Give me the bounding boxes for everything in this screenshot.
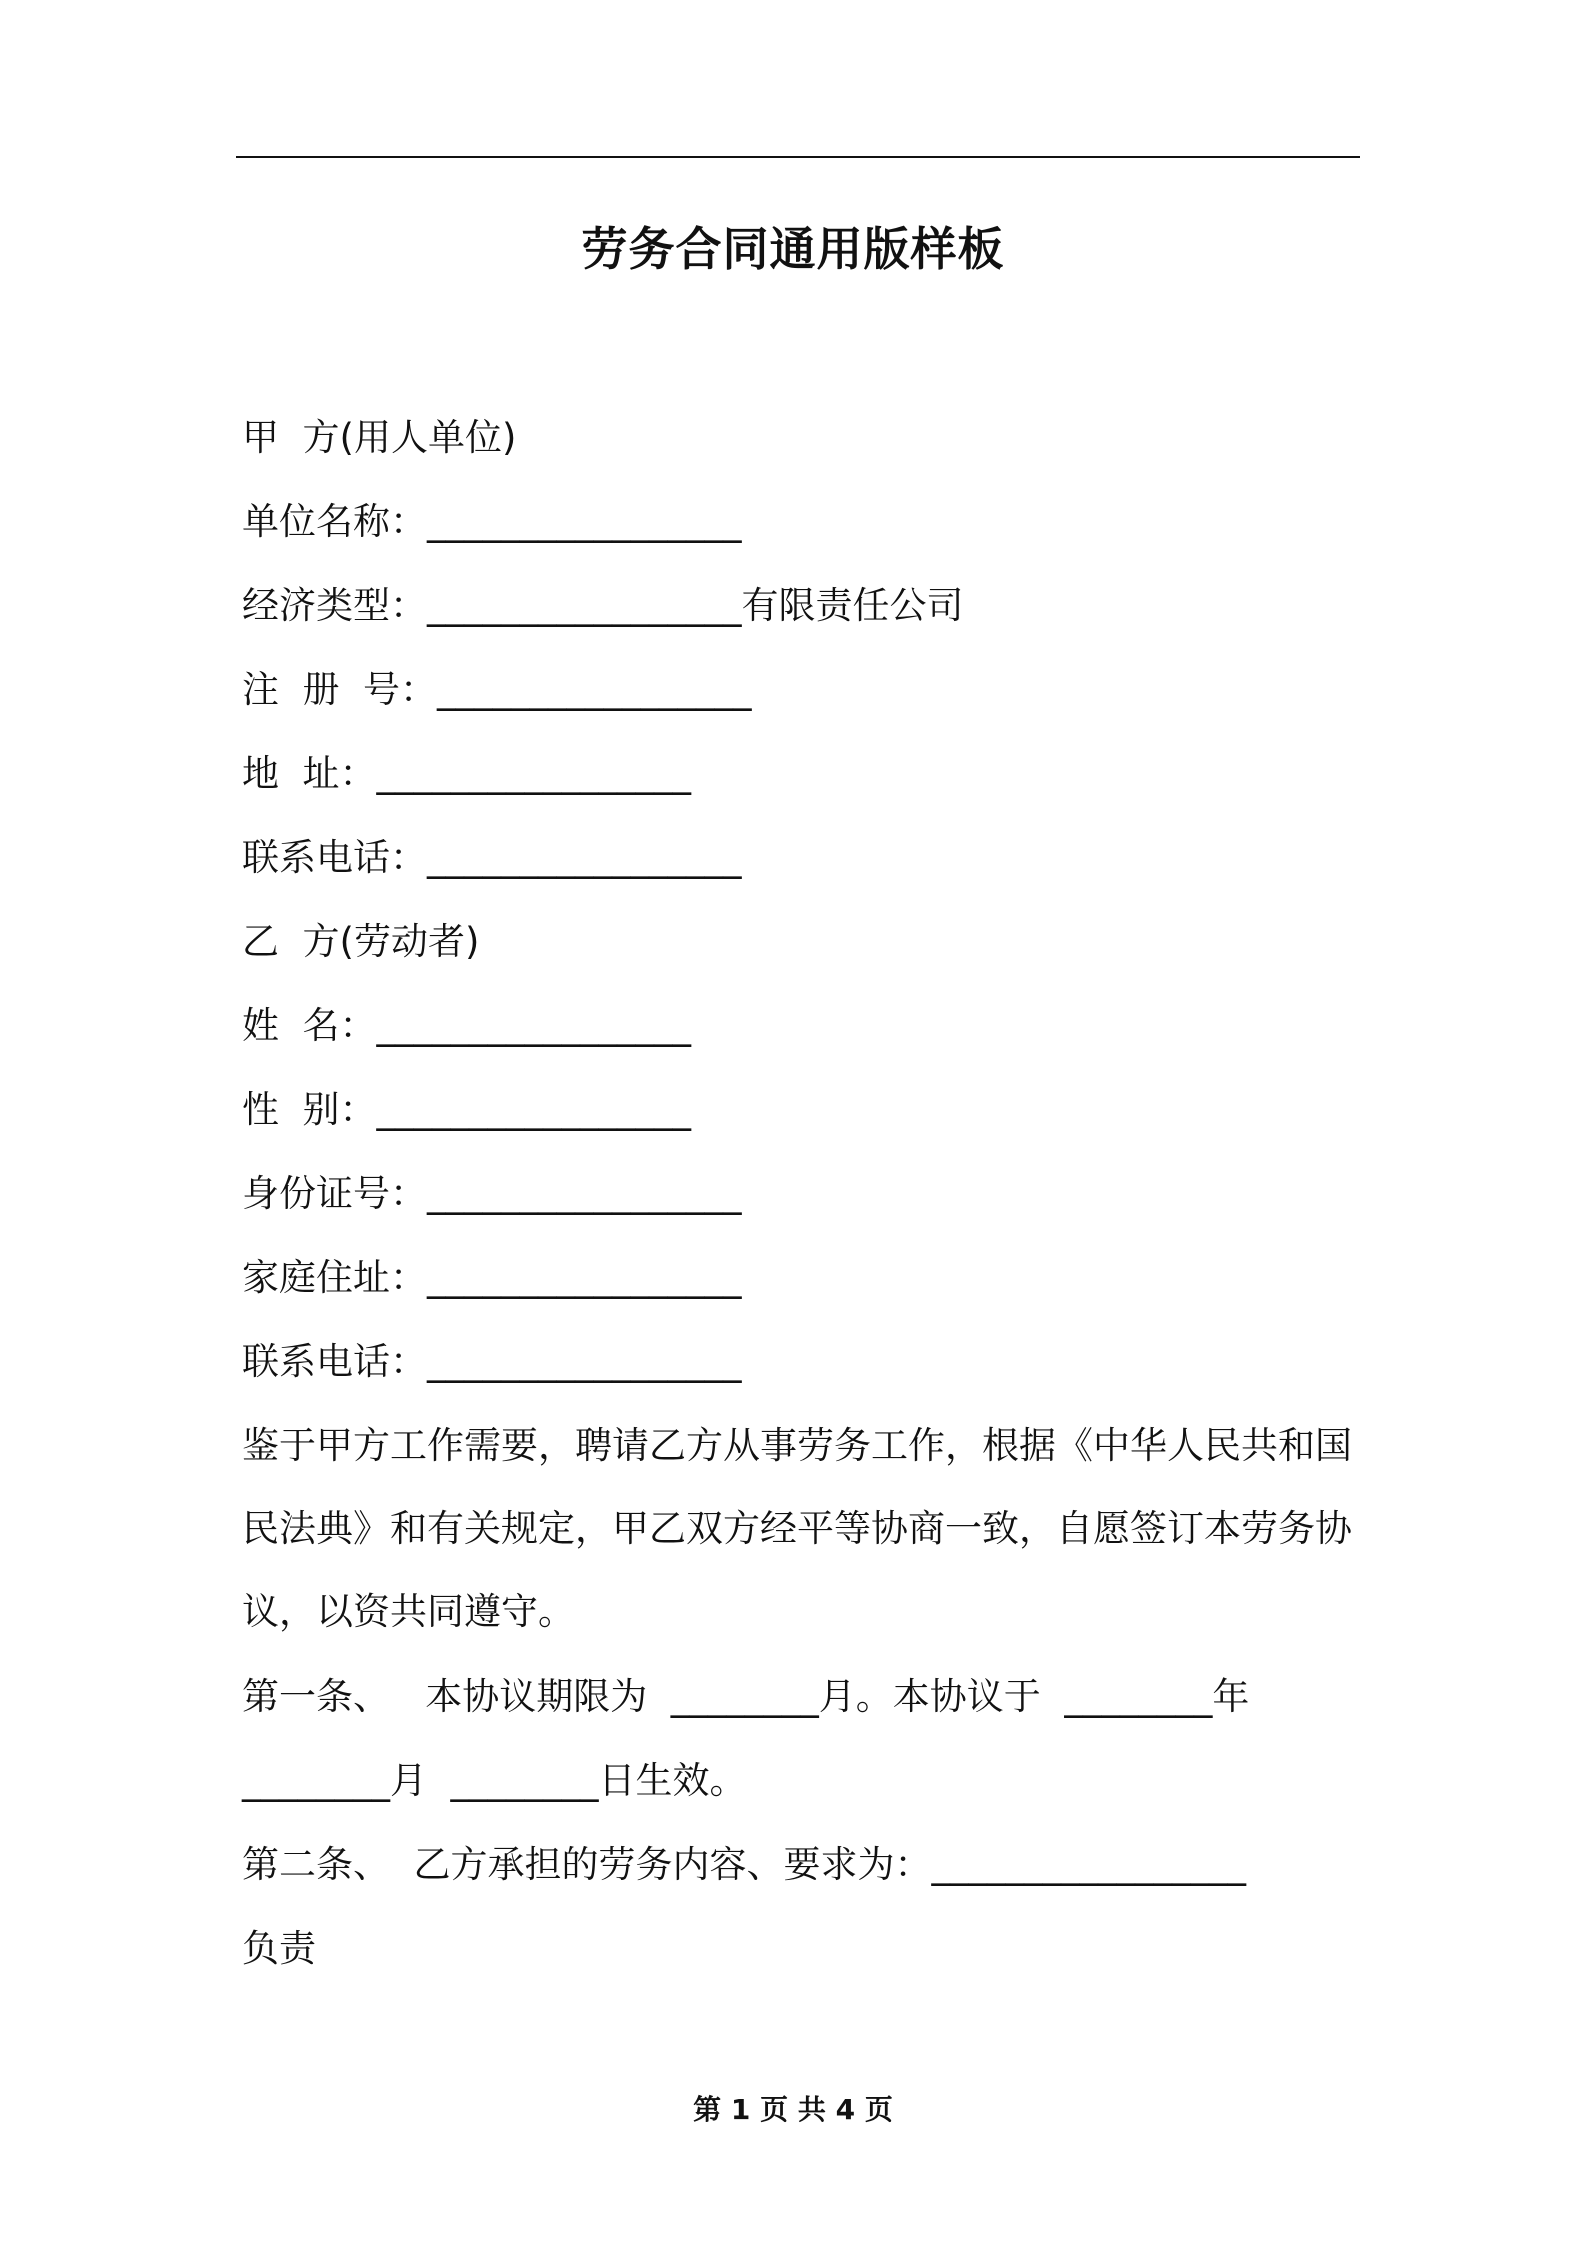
article-1-line-2: ________月 ________日生效。: [242, 1759, 747, 1802]
id-number-field: 身份证号：_________________: [242, 1172, 742, 1215]
header-rule: [236, 156, 1360, 158]
economic-type-field: 经济类型：_________________有限责任公司: [242, 584, 964, 627]
article-2-continuation: 负责: [242, 1927, 316, 1970]
article-2: 第二条、 乙方承担的劳务内容、要求为：_________________: [242, 1843, 1247, 1886]
page-indicator: 第 1 页 共 4 页: [693, 2093, 893, 2126]
registration-number-field: 注 册 号：_________________: [242, 668, 752, 711]
preamble-paragraph: 鉴于甲方工作需要，聘请乙方从事劳务工作，根据《中华人民共和国民法典》和有关规定，甲乙双方经平等协商一致，自愿签订本劳务协议，以资共同遵守。: [242, 1424, 1352, 1633]
gender-field: 性 别：_________________: [242, 1088, 692, 1131]
name-field: 姓 名：_________________: [242, 1004, 692, 1047]
document-title: 劳务合同通用版样板: [581, 222, 1005, 276]
home-address-field: 家庭住址：_________________: [242, 1256, 742, 1299]
address-field: 地 址：_________________: [242, 752, 692, 795]
party-b-phone-field: 联系电话：_________________: [242, 1340, 742, 1383]
party-a-phone-field: 联系电话：_________________: [242, 836, 742, 879]
party-b-heading: 乙 方(劳动者): [242, 920, 480, 963]
article-1-line-1: 第一条、 本协议期限为 ________月。本协议于 ________年: [242, 1675, 1250, 1718]
unit-name-field: 单位名称：_________________: [242, 500, 742, 543]
party-a-heading: 甲 方(用人单位): [242, 416, 517, 459]
